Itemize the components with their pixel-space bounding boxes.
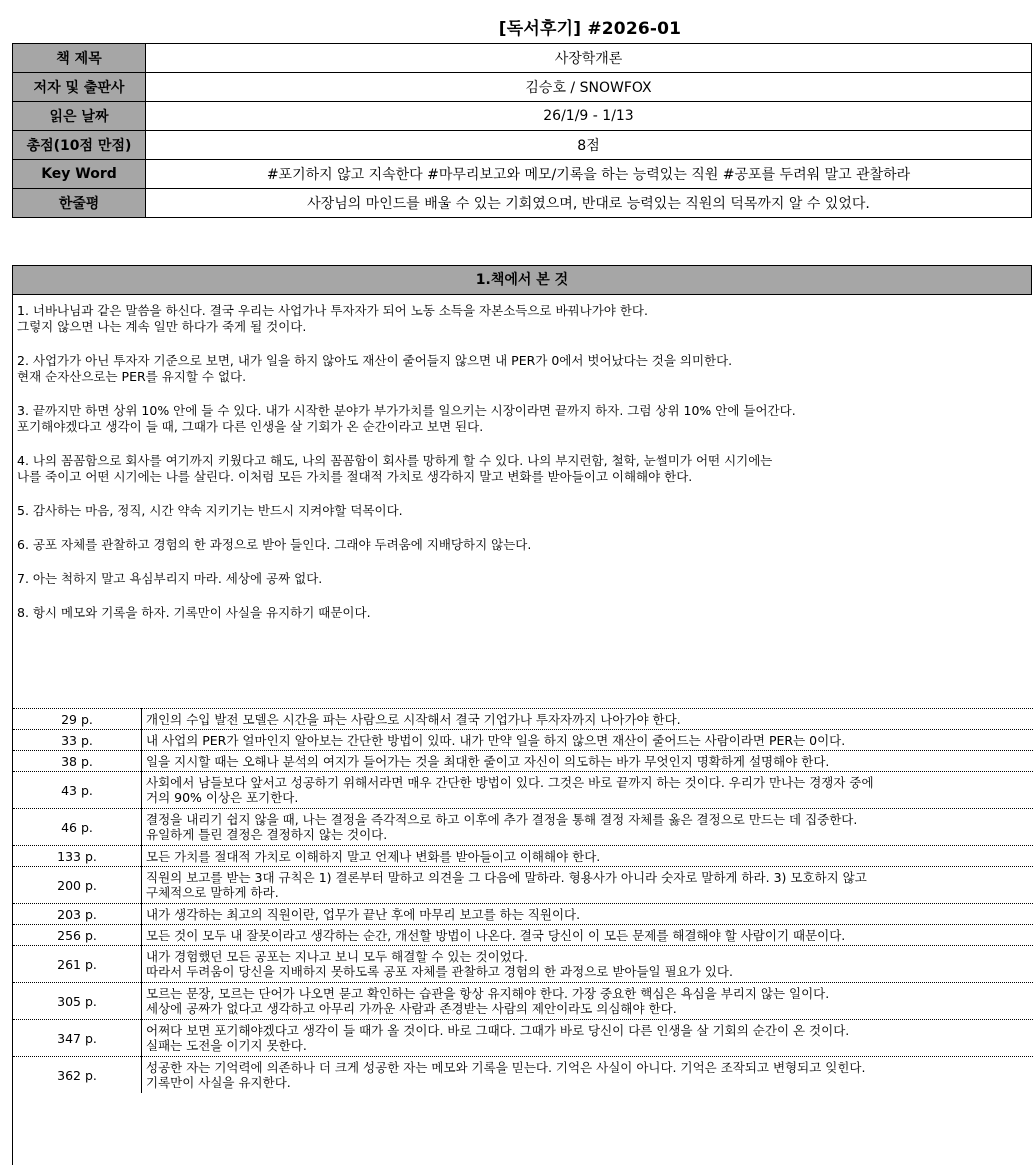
section-header: 1.책에서 본 것 (13, 266, 1032, 295)
read-date-value: 26/1/9 - 1/13 (146, 102, 1032, 131)
info-row-author (13, 73, 1032, 102)
quote-page: 46 p. (13, 809, 142, 846)
key-point: 6. 공포 자체를 관찰하고 경험의 한 과정으로 받아 들인다. 그래야 두려움에 지배당하지 않는다. (17, 537, 532, 552)
key-point: 5. 감사하는 마음, 정직, 시간 약속 지키기는 반드시 지켜야할 덕목이다. (17, 503, 403, 518)
quote-row (13, 1057, 1033, 1094)
quote-row (13, 772, 1033, 809)
quote-page: 200 p. (13, 867, 142, 904)
section-book-notes (12, 265, 1032, 1165)
quote-row (13, 730, 1033, 751)
oneline-label: 한줄평 (13, 189, 146, 218)
quote-row (13, 946, 1033, 983)
info-row-keyword (13, 160, 1032, 189)
quote-page: 29 p. (13, 709, 142, 730)
document-title: [독서후기] #2026-01 (498, 19, 682, 39)
quote-page: 33 p. (13, 730, 142, 751)
key-point: 1. 너바나님과 같은 말씀을 하신다. 결국 우리는 사업가나 투자자가 되어 노동 소득을 자본소득으로 바꿔나가야 한다. 그렇지 않으면 나는 계속 일만 하다가 죽게 될 것이다. (17, 303, 648, 334)
quote-text: 모든 것이 모두 내 잘못이라고 생각하는 순간, 개선할 방법이 나온다. 결국 당신이 이 모든 문제를 해결해야 할 사람이기 때문이다. (142, 925, 1033, 946)
book-info-table (12, 43, 1032, 218)
read-date-label: 읽은 날짜 (13, 102, 146, 131)
quote-row (13, 846, 1033, 867)
key-point: 7. 아는 척하지 말고 욕심부리지 마라. 세상에 공짜 없다. (17, 571, 323, 586)
quote-row (13, 751, 1033, 772)
keyword-label: Key Word (13, 160, 146, 189)
key-points-list (13, 295, 1032, 621)
info-row-score (13, 131, 1032, 160)
key-point: 4. 나의 꼼꼼함으로 회사를 여기까지 키웠다고 해도, 나의 꼼꼼함이 회사를 망하게 할 수 있다. 나의 부지런함, 철학, 눈썰미가 어떤 시기에는 나를 죽이고 어떤 시기에는 나를 살린다. 이처럼 모든 가치를 절대적 가치로 생각하지 말고 변화를 받아들이고 이해해야 한다. (17, 453, 773, 484)
quote-text: 직원의 보고를 받는 3대 규칙은 1) 결론부터 말하고 의견을 그 다음에 말하라. 형용사가 아니라 숫자로 말하게 하라. 3) 모호하지 않고 구체적으로 말하게 하라. (142, 867, 1033, 904)
quote-page: 305 p. (13, 983, 142, 1020)
quote-page: 256 p. (13, 925, 142, 946)
quote-text: 모르는 문장, 모르는 단어가 나오면 묻고 확인하는 습관을 항상 유지해야 한다. 가장 중요한 핵심은 욕심을 부리지 않는 일이다. 세상에 공짜가 없다고 생각하고 아무리 가까운 사람과 존경받는 사람의 제안이라도 의심해야 한다. (142, 983, 1033, 1020)
quote-row (13, 809, 1033, 846)
quote-row (13, 709, 1033, 730)
quote-row (13, 867, 1033, 904)
key-point: 8. 항시 메모와 기록을 하자. 기록만이 사실을 유지하기 때문이다. (17, 605, 371, 620)
score-label: 총점(10점 만점) (13, 131, 146, 160)
quote-row (13, 983, 1033, 1020)
book-title-value: 사장학개론 (146, 44, 1032, 73)
info-row-title (13, 44, 1032, 73)
quote-text: 개인의 수입 발전 모델은 시간을 파는 사람으로 시작해서 결국 기업가나 투자자까지 나아가야 한다. (142, 709, 1033, 730)
quote-text: 사회에서 남들보다 앞서고 성공하기 위해서라면 매우 간단한 방법이 있다. 그것은 바로 끝까지 하는 것이다. 우리가 만나는 경쟁자 중에 거의 90% 이상은 포기한다. (142, 772, 1033, 809)
quote-row (13, 925, 1033, 946)
oneline-value: 사장님의 마인드를 배울 수 있는 기회였으며, 반대로 능력있는 직원의 덕목까지 알 수 있었다. (146, 189, 1032, 218)
info-row-oneline (13, 189, 1032, 218)
quote-text: 내 사업의 PER가 얼마인지 알아보는 간단한 방법이 있따. 내가 만약 일을 하지 않으면 재산이 줄어드는 사람이라면 PER는 0이다. (142, 730, 1033, 751)
score-value: 8점 (146, 131, 1032, 160)
author-value: 김승호 / SNOWFOX (146, 73, 1032, 102)
quote-page: 133 p. (13, 846, 142, 867)
quote-text: 내가 경험했던 모든 공포는 지나고 보니 모두 해결할 수 있는 것이었다. 따라서 두려움이 당신을 지배하지 못하도록 공포 자체를 관찰하고 경험의 한 과정으로 받아들일 필요가 있다. (142, 946, 1033, 983)
key-point: 2. 사업가가 아닌 투자자 기준으로 보면, 내가 일을 하지 않아도 재산이 줄어들지 않으면 내 PER가 0에서 벗어났다는 것을 의미한다. 현재 순자산으로는 PER를 유지할 수 없다. (17, 353, 733, 384)
author-label: 저자 및 출판사 (13, 73, 146, 102)
quote-text: 성공한 자는 기억력에 의존하나 더 크게 성공한 자는 메모와 기록을 믿는다. 기억은 사실이 아니다. 기억은 조작되고 변형되고 잊힌다. 기록만이 사실을 유지한다. (142, 1057, 1033, 1094)
quote-row (13, 1020, 1033, 1057)
quote-page: 347 p. (13, 1020, 142, 1057)
quote-text: 어쩌다 보면 포기해야겠다고 생각이 들 때가 올 것이다. 바로 그때다. 그때가 바로 당신이 다른 인생을 살 기회의 순간이 온 것이다. 실패는 도전을 이기지 못한다. (142, 1020, 1033, 1057)
keyword-value: #포기하지 않고 지속한다 #마무리보고와 메모/기록을 하는 능력있는 직원 #공포를 두려워 말고 관찰하라 (146, 160, 1032, 189)
quotes-table (12, 708, 1033, 1093)
quote-page: 203 p. (13, 904, 142, 925)
quote-page: 261 p. (13, 946, 142, 983)
quote-page: 362 p. (13, 1057, 142, 1094)
key-point: 3. 끝까지만 하면 상위 10% 안에 들 수 있다. 내가 시작한 분야가 부가가치를 일으키는 시장이라면 끝까지 하자. 그럼 상위 10% 안에 들어간다. 포기해야겠다고 생각이 들 때, 그때가 다른 인생을 살 기회가 온 순간이라고 보면 된다. (17, 403, 796, 434)
quote-page: 38 p. (13, 751, 142, 772)
quote-page: 43 p. (13, 772, 142, 809)
quote-text: 결정을 내리기 쉽지 않을 때, 나는 결정을 즉각적으로 하고 이후에 추가 결정을 통해 결정 자체를 옳은 결정으로 만드는 데 집중한다. 유일하게 틀린 결정은 결정하지 않는 것이다. (142, 809, 1033, 846)
quote-text: 모든 가치를 절대적 가치로 이해하지 말고 언제나 변화를 받아들이고 이해해야 한다. (142, 846, 1033, 867)
quote-text: 내가 생각하는 최고의 직원이란, 업무가 끝난 후에 마무리 보고를 하는 직원이다. (142, 904, 1033, 925)
quote-row (13, 904, 1033, 925)
quote-text: 일을 지시할 때는 오해나 분석의 여지가 들어가는 것을 최대한 줄이고 자신이 의도하는 바가 무엇인지 명확하게 설명해야 한다. (142, 751, 1033, 772)
book-title-label: 책 제목 (13, 44, 146, 73)
info-row-date (13, 102, 1032, 131)
